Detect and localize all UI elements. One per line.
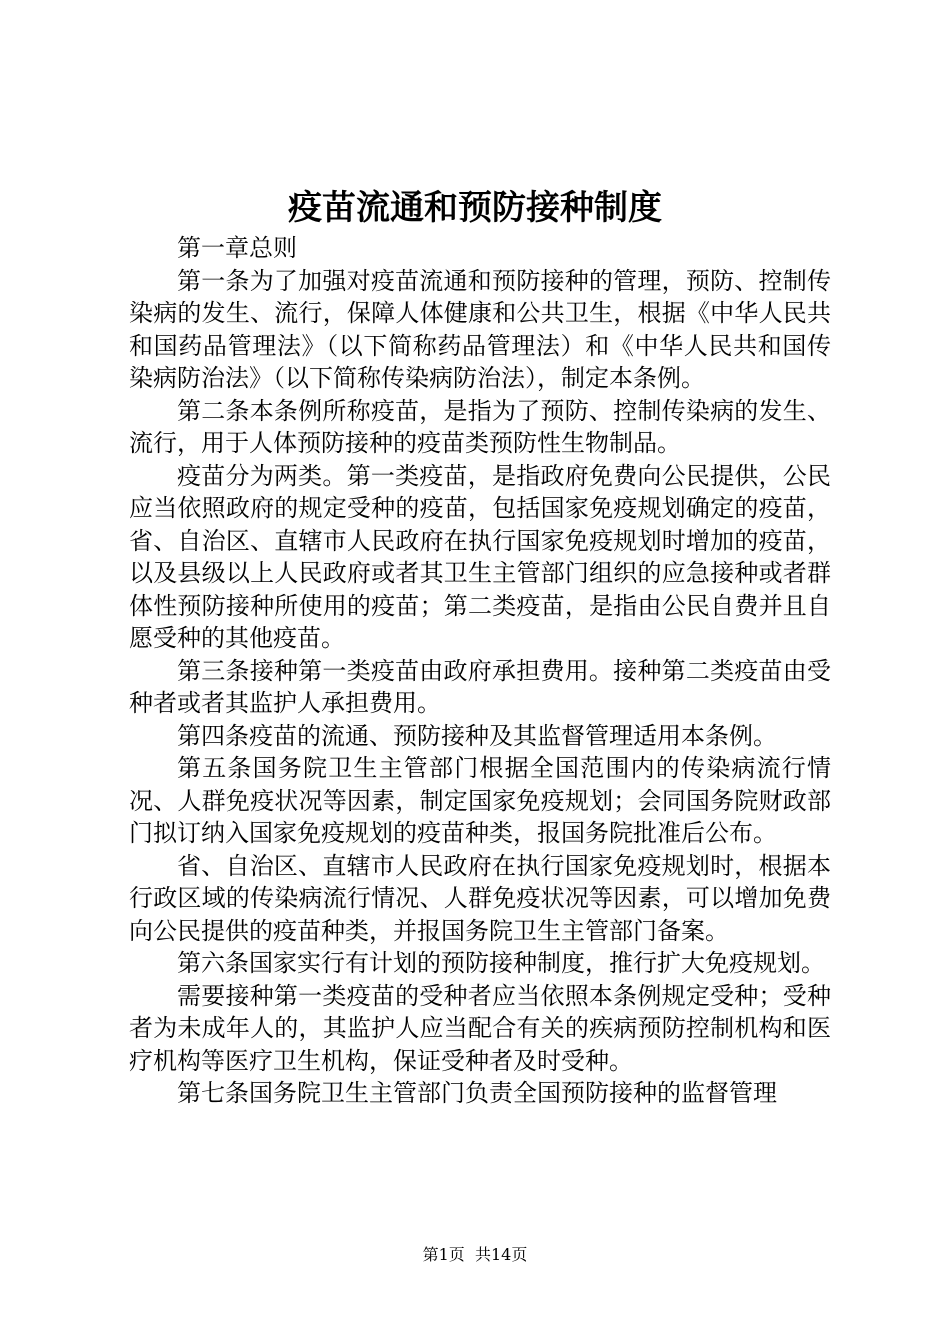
page-number: 第1页 <box>422 1245 465 1264</box>
footer-separator <box>465 1245 475 1264</box>
article-paragraph: 第五条国务院卫生主管部门根据全国范围内的传染病流行情况、人群免疫状况等因素，制定国家免疫规划；会同国务院财政部门拟订纳入国家免疫规划的疫苗种类，报国务院批准后公布。 <box>129 754 831 847</box>
article-paragraph: 省、自治区、直辖市人民政府在执行国家免疫规划时，根据本行政区域的传染病流行情况、人群免疫状况等因素，可以增加免费向公民提供的疫苗种类，并报国务院卫生主管部门备案。 <box>129 851 831 945</box>
article-paragraph: 需要接种第一类疫苗的受种者应当依照本条例规定受种；受种者为未成年人的，其监护人应当配合有关的疾病预防控制机构和医疗机构等医疗卫生机构，保证受种者及时受种。 <box>129 981 831 1075</box>
article-paragraph: 第四条疫苗的流通、预防接种及其监督管理适用本条例。 <box>177 721 777 750</box>
article-paragraph: 第二条本条例所称疫苗，是指为了预防、控制传染病的发生、流行，用于人体预防接种的疫苗类预防性生物制品。 <box>129 396 831 457</box>
page-footer <box>0 1244 950 1266</box>
document-title: 疫苗流通和预防接种制度 <box>288 188 662 228</box>
chapter-heading: 第一章总则 <box>177 234 297 262</box>
article-paragraph: 第三条接种第一类疫苗由政府承担费用。接种第二类疫苗由受种者或者其监护人承担费用。 <box>129 656 831 717</box>
article-paragraph: 第一条为了加强对疫苗流通和预防接种的管理，预防、控制传染病的发生、流行，保障人体健康和公共卫生，根据《中华人民共和国药品管理法》（以下简称药品管理法）和《中华人民共和国传染病防治法》（以下简称传染病防治法），制定本条例。 <box>129 266 831 392</box>
article-paragraph: 第七条国务院卫生主管部门负责全国预防接种的监督管理 <box>177 1079 777 1107</box>
page-total: 共14页 <box>474 1245 528 1264</box>
document-body <box>129 232 831 1110</box>
article-paragraph: 疫苗分为两类。第一类疫苗，是指政府免费向公民提供，公民应当依照政府的规定受种的疫苗，包括国家免疫规划确定的疫苗，省、自治区、直辖市人民政府在执行国家免疫规划时增加的疫苗，以及县级以上人民政府或者其卫生主管部门组织的应急接种或者群体性预防接种所使用的疫苗；第二类疫苗，是指由公民自费并且自愿受种的其他疫苗。 <box>129 461 831 652</box>
article-paragraph: 第六条国家实行有计划的预防接种制度，推行扩大免疫规划。 <box>177 949 825 977</box>
